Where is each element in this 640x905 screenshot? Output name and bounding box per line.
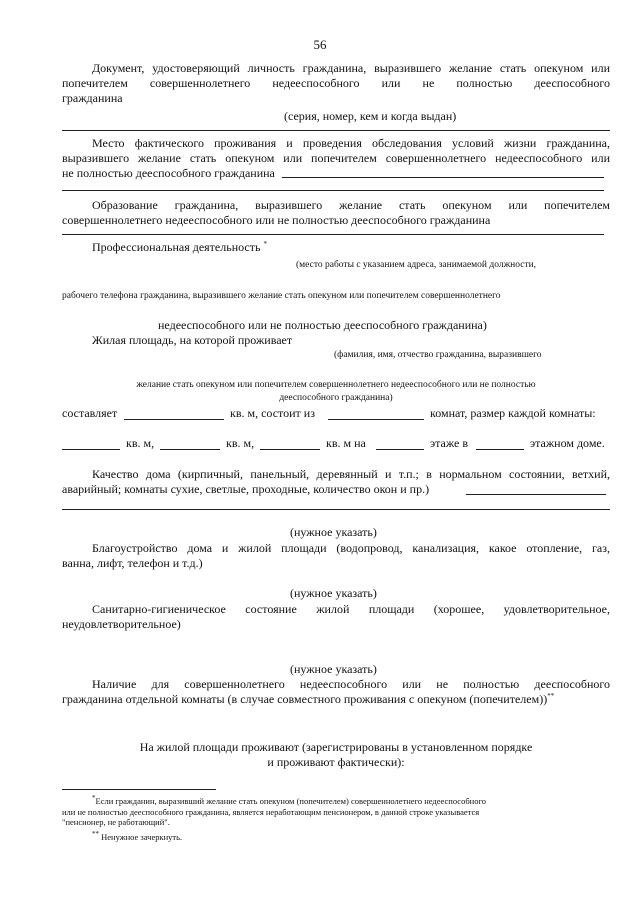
hint-work-phone: рабочего телефона гражданина, выразившего желание стать опекуном или попечителем совершеннолетнего [62,291,501,301]
fill-line [62,234,604,235]
paragraph-separate-room-end: гражданина отдельной комнаты (в случае совместного проживания с опекуном (попечителем))** [62,692,555,706]
footnote-1: *Если гражданин, выразивший желание стать опекуном (попечителем) совершеннолетнего недееспособного или не полностью дееспособного гражданина, является неработающим пенсионером, в данной строке указывается "пенсионер, не работающий". [62,794,486,827]
label-living-space: Жилая площадь, на которой проживает [92,333,293,347]
fill-line [282,177,604,178]
fill-line [160,449,220,450]
hint-full-name: (фамилия, имя, отчество гражданина, выразившего [334,350,542,360]
label-area-amount: составляет [62,406,118,420]
footnote-mark: ** [547,692,555,700]
page-number: 56 [313,37,327,52]
paragraph-residents: На жилой площади проживают (зарегистрированы в установленном порядке [139,740,533,754]
footnote-2: ** Ненужное зачеркнуть. [92,830,183,842]
fill-line [376,449,424,450]
paragraph-residence-end: не полностью дееспособного гражданина [62,166,275,180]
fill-line [124,419,224,420]
fill-line [62,449,120,450]
paragraph-identity-document-end: гражданина [62,91,123,105]
fill-line [466,494,606,495]
label-storey-building: этажном доме. [530,436,605,450]
paragraph-amenities-end: ванна, лифт, телефон и т.д.) [62,556,203,570]
paragraph-residence: Место фактического проживания и проведения обследования условий жизни гражданина, выразившего желание стать опекуном или попечителем совершеннолетнего недееспособного или [62,136,610,165]
footnote-mark: ** [92,830,99,839]
label-sqm-floor: кв. м на [326,436,366,450]
hint-workplace: (место работы с указанием адреса, занимаемой должности, [296,260,537,270]
label-professional-activity: Профессиональная деятельность * [92,240,267,254]
fill-line [62,190,604,191]
footnote-separator [62,789,216,790]
footnote-mark: * [263,240,267,248]
hint-passport-details: (серия, номер, кем и когда выдан) [284,109,457,123]
footnote-mark: * [92,794,96,803]
hint-specify: (нужное указать) [290,662,377,676]
label-room-sizes: комнат, размер каждой комнаты: [430,406,596,420]
hint-incapable-citizen: недееспособного или не полностью дееспособного гражданина) [158,318,487,332]
paragraph-sanitary: Санитарно-гигиеническое состояние жилой площади (хорошее, удовлетворительное, [92,602,610,616]
fill-line [476,449,524,450]
fill-line [328,419,424,420]
hint-specify: (нужное указать) [290,525,377,539]
paragraph-education-end: совершеннолетнего недееспособного или не полностью дееспособного гражданина [62,213,491,227]
fill-line [62,130,610,131]
label-floor-of: этаже в [430,436,468,450]
fill-line [62,509,610,510]
label-sqm: кв. м, [126,436,155,450]
paragraph-education: Образование гражданина, выразившего желание стать опекуном или попечителем [92,198,610,212]
hint-specify: (нужное указать) [290,586,377,600]
hint-capable-citizen: дееспособного гражданина) [279,393,393,403]
label-sqm: кв. м, [226,436,255,450]
paragraph-identity-document: Документ, удостоверяющий личность гражданина, выразившего желание стать опекуном или попечителем совершеннолетнего недееспособного или не полностью дееспособного [62,61,610,90]
paragraph-sanitary-end: неудовлетворительное) [62,617,181,631]
paragraph-house-quality-end: аварийный; комнаты сухие, светлые, проходные, количество окон и пр.) [62,482,430,496]
paragraph-separate-room: Наличие для совершеннолетнего недееспособного или не полностью дееспособного [92,677,610,691]
paragraph-residents-end: и проживают фактически): [267,755,405,769]
paragraph-amenities: Благоустройство дома и жилой площади (водопровод, канализация, какое отопление, газ, [92,541,610,555]
fill-line [260,449,320,450]
paragraph-house-quality: Качество дома (кирпичный, панельный, деревянный и т.п.; в нормальном состоянии, ветхий, [92,467,610,481]
label-area-rooms: кв. м, состоит из [230,406,315,420]
hint-desire-guardian: желание стать опекуном или попечителем совершеннолетнего недееспособного или не полностью [136,380,536,390]
